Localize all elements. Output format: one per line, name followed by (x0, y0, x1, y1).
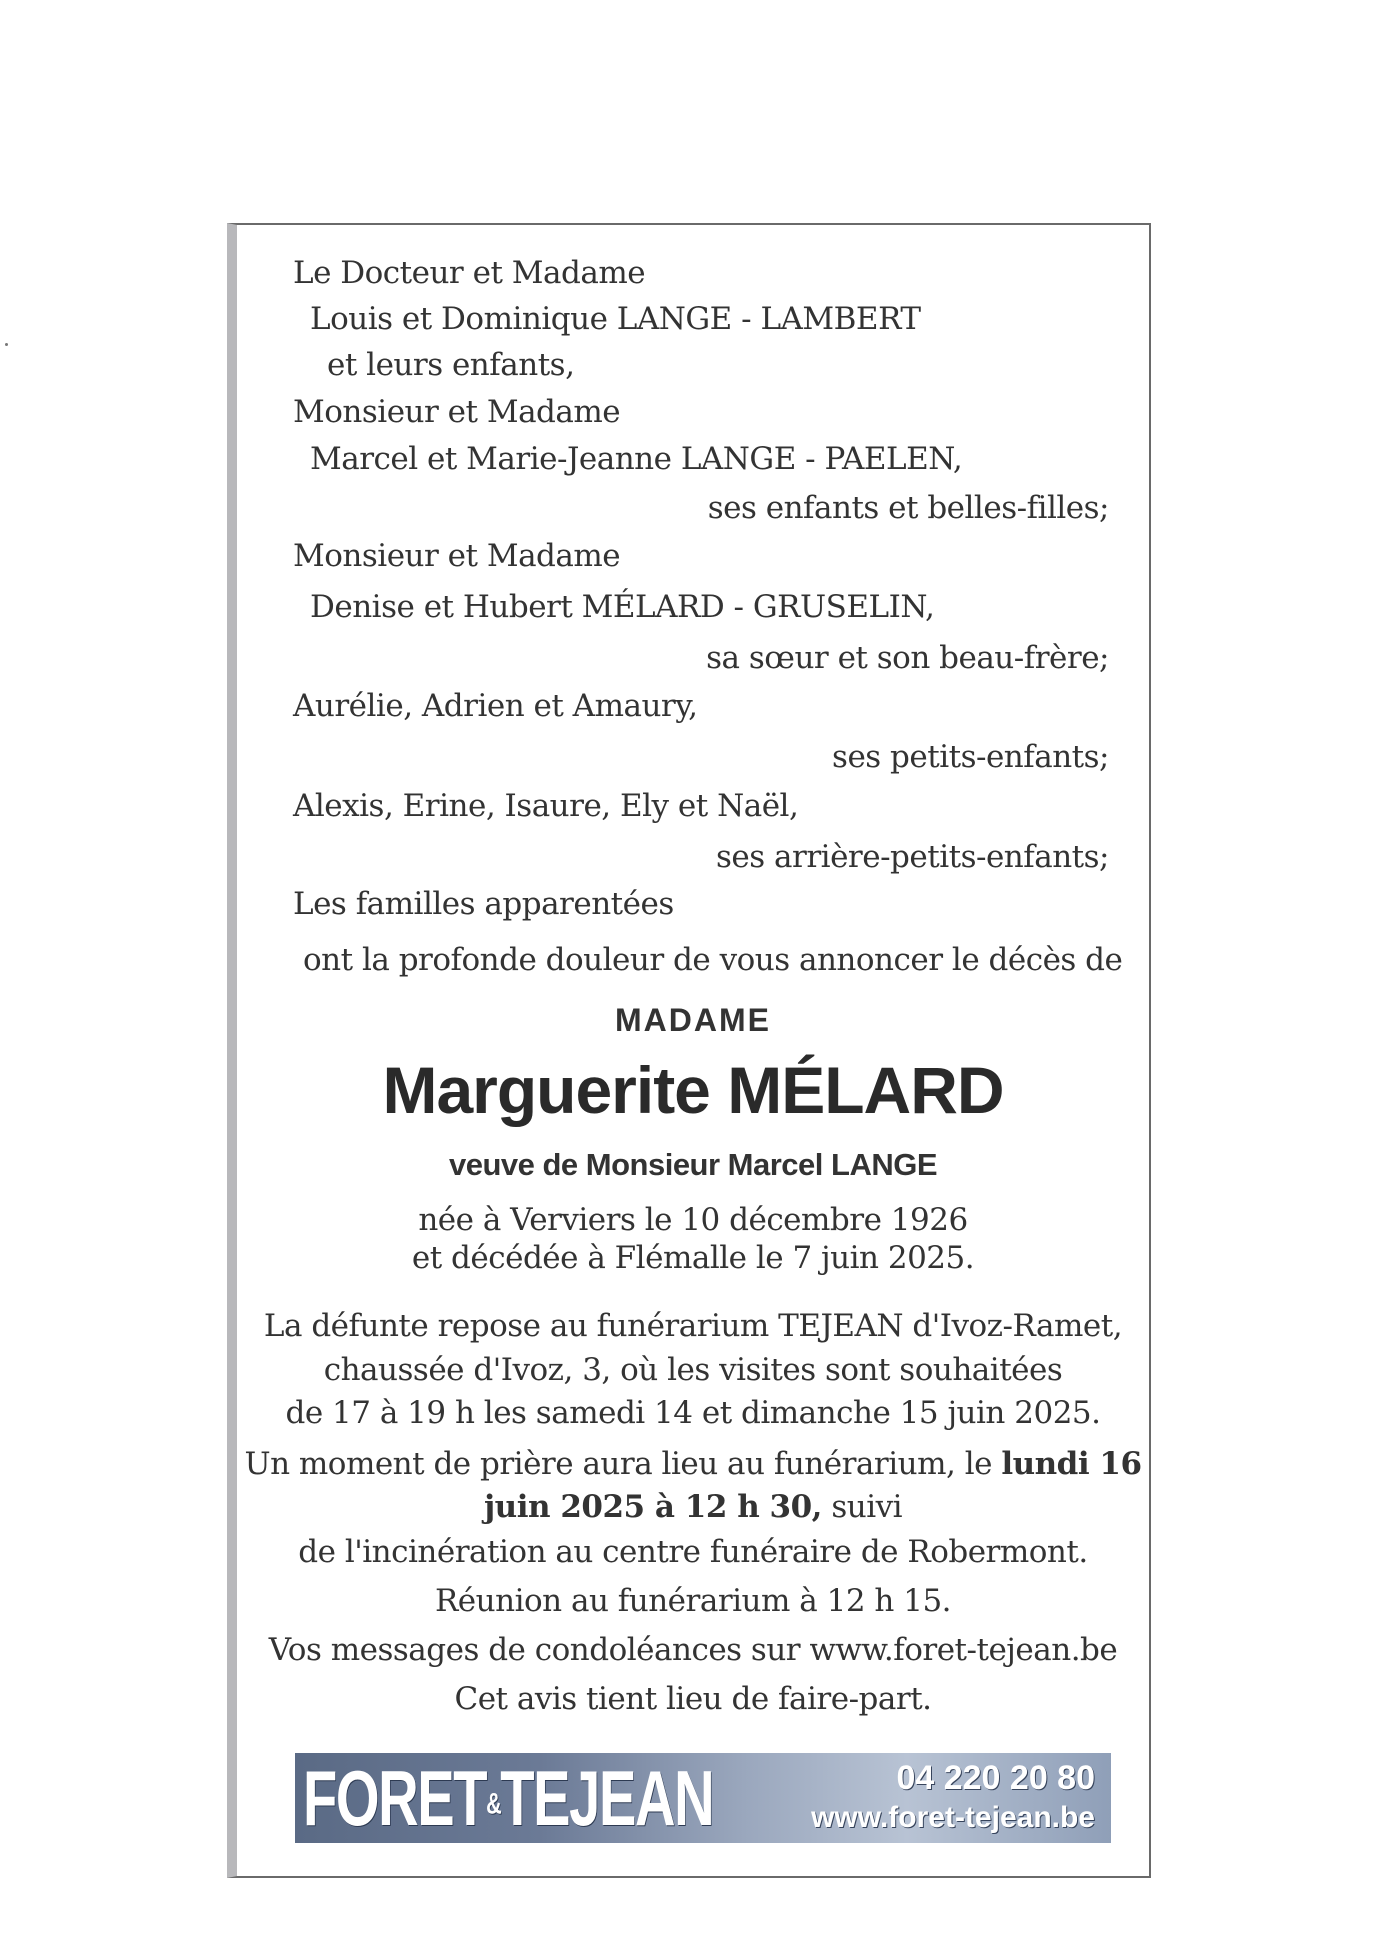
logo-text-left: FORET (303, 1754, 487, 1842)
scan-speck (5, 343, 8, 346)
family-line: Les familles apparentées (293, 886, 674, 922)
death-notice-card (227, 223, 1151, 1878)
birth-line: née à Verviers le 10 décembre 1926 (418, 1202, 968, 1238)
condolences-line: Vos messages de condoléances sur www.foret-tejean.be (268, 1632, 1118, 1668)
logo-text-right: TEJEAN (500, 1754, 714, 1842)
announcement-line: ont la profonde douleur de vous annoncer le décès de (303, 942, 1123, 978)
family-line: et leurs enfants, (327, 347, 575, 383)
funeral-home-banner (295, 1753, 1111, 1843)
family-line: Marcel et Marie-Jeanne LANGE - PAELEN, (310, 441, 963, 477)
family-relation: sa sœur et son beau-frère; (706, 640, 1109, 676)
ceremony-text: Un moment de prière aura lieu au funérarium, le (244, 1446, 1002, 1482)
detail-line: de l'incinération au centre funéraire de Robermont. (298, 1534, 1088, 1570)
detail-line: Cet avis tient lieu de faire-part. (454, 1681, 932, 1717)
family-line: Monsieur et Madame (293, 394, 621, 430)
website-url: www.foret-tejean.be (811, 1801, 1095, 1834)
deceased-name: Marguerite MÉLARD (382, 1053, 1004, 1127)
family-relation: ses arrière-petits-enfants; (716, 839, 1109, 875)
detail-line: Réunion au funérarium à 12 h 15. (434, 1583, 952, 1619)
family-relation: ses petits-enfants; (832, 739, 1109, 775)
funeral-home-logo (303, 1754, 714, 1845)
family-line: Alexis, Erine, Isaure, Ely et Naël, (293, 788, 799, 824)
ceremony-time: juin 2025 à 12 h 30, (483, 1489, 822, 1525)
family-line: Louis et Dominique LANGE - LAMBERT (310, 301, 921, 337)
family-line: Le Docteur et Madame (293, 255, 646, 291)
widow-of: veuve de Monsieur Marcel LANGE (448, 1147, 938, 1182)
ceremony-date: lundi 16 (1001, 1446, 1142, 1482)
detail-line: chaussée d'Ivoz, 3, où les visites sont souhaitées (323, 1352, 1063, 1388)
detail-line: de 17 à 19 h les samedi 14 et dimanche 15 juin 2025. (285, 1395, 1101, 1431)
ceremony-time-line (237, 1489, 1149, 1525)
ceremony-line (237, 1446, 1149, 1482)
detail-line: La défunte repose au funérarium TEJEAN d'Ivoz-Ramet, (263, 1308, 1123, 1344)
honorific: MADAME (615, 1002, 771, 1038)
family-line: Aurélie, Adrien et Amaury, (293, 688, 698, 724)
family-line: Denise et Hubert MÉLARD - GRUSELIN, (310, 589, 935, 625)
logo-ampersand: & (486, 1787, 501, 1821)
phone-number: 04 220 20 80 (896, 1759, 1095, 1797)
family-line: Monsieur et Madame (293, 538, 621, 574)
death-line: et décédée à Flémalle le 7 juin 2025. (411, 1240, 975, 1276)
ceremony-text: suivi (821, 1489, 903, 1525)
family-relation: ses enfants et belles-filles; (707, 490, 1109, 526)
